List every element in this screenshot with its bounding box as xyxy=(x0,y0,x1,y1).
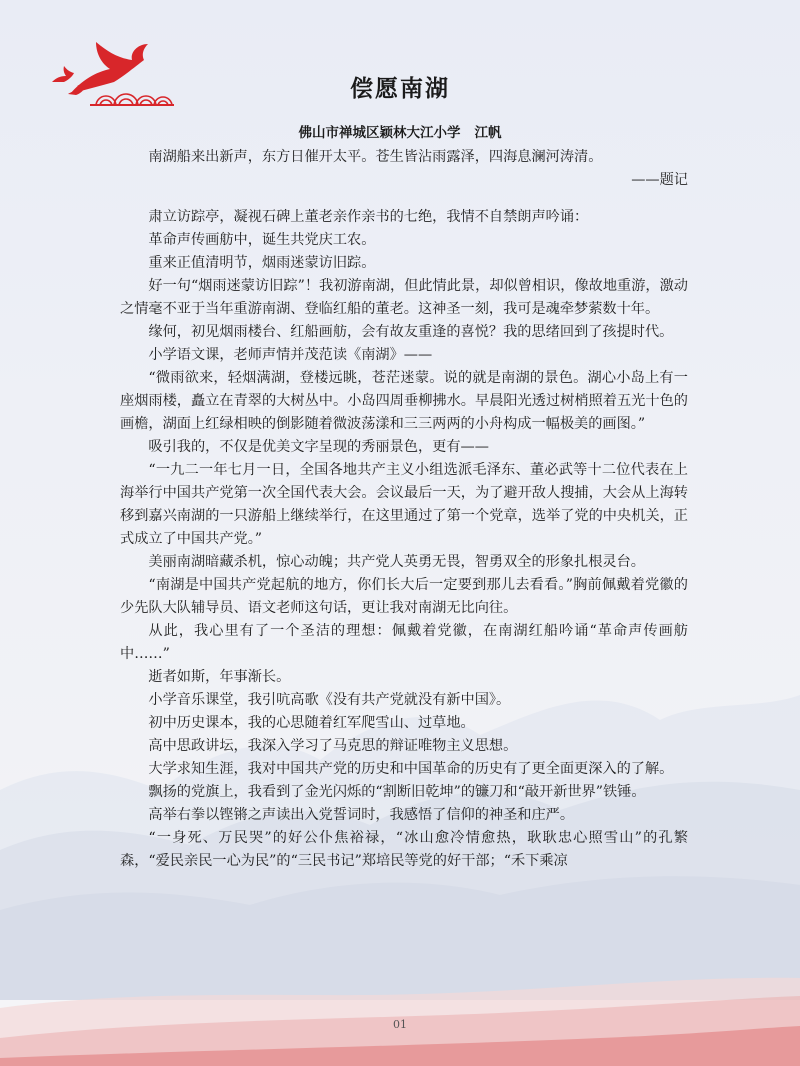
paragraph: “南湖是中国共产党起航的地方，你们长大后一定要到那儿去看看。”胸前佩戴着党徽的少先队大队辅导员、语文老师这句话，更让我对南湖无比向往。 xyxy=(120,577,688,616)
paragraph: 逝者如斯，年事渐长。 xyxy=(148,669,291,685)
paragraph: 大学求知生涯，我对中国共产党的历史和中国革命的历史有了更全面更深入的了解。 xyxy=(148,761,674,777)
paragraph: 小学音乐课堂，我引吭高歌《没有共产党就没有新中国》。 xyxy=(148,692,511,708)
page-number: 01 xyxy=(393,1018,407,1031)
paragraph: 飘扬的党旗上，我看到了金光闪烁的“割断旧乾坤”的镰刀和“敲开新世界”铁锤。 xyxy=(148,784,646,800)
paragraph: 高举右拳以铿锵之声读出入党誓词时，我感悟了信仰的神圣和庄严。 xyxy=(148,807,575,823)
paragraph: 革命声传画舫中，诞生共党庆工农。 xyxy=(148,232,376,248)
paragraph: 高中思政讲坛，我深入学习了马克思的辩证唯物主义思想。 xyxy=(148,738,518,754)
article-body xyxy=(120,146,688,873)
paragraph: 美丽南湖暗藏杀机，惊心动魄；共产党人英勇无畏，智勇双全的形象扎根灵台。 xyxy=(148,554,645,570)
author-name: 江帆 xyxy=(474,125,502,141)
paragraph: 吸引我的，不仅是优美文字呈现的秀丽景色，更有—— xyxy=(148,439,489,455)
paragraph: 肃立访踪亭，凝视石碑上董老亲作亲书的七绝，我情不自禁朗声吟诵： xyxy=(148,209,589,225)
paragraph: 初中历史课本，我的心思随着红军爬雪山、过草地。 xyxy=(148,715,475,731)
paragraph: 从此，我心里有了一个圣洁的理想：佩戴着党徽，在南湖红船吟诵“革命声传画舫中……” xyxy=(120,623,688,662)
paragraph: 小学语文课，老师声情并茂范读《南湖》—— xyxy=(148,347,433,363)
page-title: 偿愿南湖 xyxy=(350,76,450,102)
epigraph-verse: 南湖船来出新声，东方日催开太平。苍生皆沾雨露泽，四海息澜河涛清。 xyxy=(148,149,603,165)
paragraph: 好一句“烟雨迷蒙访旧踪”！我初游南湖，但此情此景，却似曾相识，像故地重游，激动之情毫不亚于当年重游南湖、登临红船的董老。这神圣一刻，我可是魂牵梦萦数十年。 xyxy=(120,278,688,317)
paragraph: 缘何，初见烟雨楼台、红船画舫，会有故友重逢的喜悦？我的思绪回到了孩提时代。 xyxy=(148,324,674,340)
paragraph: “微雨欲来，轻烟满湖，登楼远眺，苍茫迷蒙。说的就是南湖的景色。湖心小岛上有一座烟雨楼，矗立在青翠的大树丛中。小岛四周垂柳拂水。早晨阳光透过树梢照着五光十色的画檐，湖面上红绿相映的倒影随着微波荡漾和三三两两的小舟构成一幅极美的画图。” xyxy=(120,370,688,432)
paragraph: 重来正值清明节，烟雨迷蒙访旧踪。 xyxy=(148,255,376,271)
paragraph: “一九二一年七月一日，全国各地共产主义小组选派毛泽东、董必武等十二位代表在上海举行中国共产党第一次全国代表大会。会议最后一天，为了避开敌人搜捕，大会从上海转移到嘉兴南湖的一只游船上继续举行，在这里通过了第一个党章，选举了党的中央机关，正式成立了中国共产党。” xyxy=(120,462,688,547)
paragraph: “一身死、万民哭”的好公仆焦裕禄，“冰山愈冷情愈热，耿耿忠心照雪山”的孔繁森，“爱民亲民一心为民”的“三民书记”郑培民等党的好干部；“禾下乘凉 xyxy=(120,830,688,869)
author-line xyxy=(0,121,800,141)
author-school: 佛山市禅城区颖林大江小学 xyxy=(298,125,461,141)
bottom-red-wave xyxy=(0,968,800,1066)
epigraph-signature: ——题记 xyxy=(631,172,688,188)
